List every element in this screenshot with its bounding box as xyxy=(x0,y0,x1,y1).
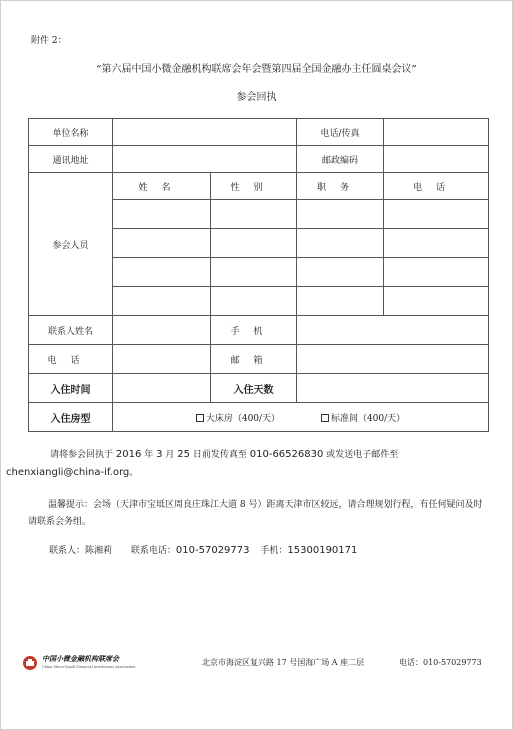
checkbox-icon xyxy=(196,414,204,422)
address-field[interactable] xyxy=(113,146,297,173)
attachment-label: 附件 2： xyxy=(31,36,67,46)
mobile-text-label: 手机： xyxy=(260,546,288,556)
attendee-gender-cell[interactable] xyxy=(211,287,297,316)
attendee-phone-cell[interactable] xyxy=(384,258,489,287)
sentence-end: 。 xyxy=(129,468,139,478)
attendee-name-cell[interactable] xyxy=(113,287,211,316)
checkin-time-field[interactable] xyxy=(113,374,211,403)
attendee-name-cell[interactable] xyxy=(113,229,211,258)
mobile-field[interactable] xyxy=(297,316,489,345)
registration-form xyxy=(28,118,489,432)
room-option-twin-label: 标准间（400/天） xyxy=(330,413,406,424)
email-label: 邮箱 xyxy=(211,345,297,374)
logo-text: 中国小微金融机构联席会 xyxy=(42,654,119,663)
attendee-title-cell[interactable] xyxy=(297,258,384,287)
form-row-address xyxy=(29,146,489,173)
attendee-phone-cell[interactable] xyxy=(384,229,489,258)
attendee-name-cell[interactable] xyxy=(113,258,211,287)
attendee-phone-cell[interactable] xyxy=(384,287,489,316)
room-option-double[interactable] xyxy=(196,414,283,424)
tip-text: 温馨提示：会场（天津市宝坻区周良庄珠江大道 8 号）距离天津市区较远，请合理规划行程，有任何疑问及时请联系会务组。 xyxy=(28,500,483,527)
col-name-header: 姓名 xyxy=(113,173,211,200)
reply-email[interactable]: chenxiangli@china-if.org xyxy=(6,467,130,478)
phone-label: 电话 xyxy=(29,345,113,374)
contact-name-field[interactable] xyxy=(113,316,211,345)
reply-year: 2016 xyxy=(115,449,142,460)
org-name-field[interactable] xyxy=(113,119,297,146)
footer-tel: 电话：010-57029773 xyxy=(399,658,482,667)
checkin-time-label: 入住时间 xyxy=(29,374,113,403)
attendee-title-cell[interactable] xyxy=(297,229,384,258)
footer-address: 北京市海淀区复兴路 17 号国海广场 A 座二层 xyxy=(202,658,365,667)
attendees-label: 参会人员 xyxy=(29,173,113,316)
mobile-label: 手机 xyxy=(211,316,297,345)
room-type-label: 入住房型 xyxy=(29,403,113,432)
reply-instruction xyxy=(6,446,490,482)
year-unit: 年 xyxy=(144,450,154,460)
stay-days-label: 入住天数 xyxy=(211,374,297,403)
contact-name-label: 联系人姓名 xyxy=(29,316,113,345)
association-logo xyxy=(22,654,172,674)
form-row-checkin xyxy=(29,374,489,403)
reply-day: 25 xyxy=(177,449,190,460)
contact-tel-label: 联系电话： xyxy=(130,546,176,556)
form-row-room xyxy=(29,403,489,432)
attendee-title-cell[interactable] xyxy=(297,200,384,229)
stay-days-field[interactable] xyxy=(297,374,489,403)
attendee-gender-cell[interactable] xyxy=(211,258,297,287)
form-row-org xyxy=(29,119,489,146)
email-field[interactable] xyxy=(297,345,489,374)
reply-suffix: 日前发传真至 xyxy=(192,450,247,460)
month-unit: 月 xyxy=(165,450,175,460)
room-option-double-label: 大床房（400/天） xyxy=(205,413,281,424)
room-option-twin[interactable] xyxy=(321,414,405,424)
attendee-name-cell[interactable] xyxy=(113,200,211,229)
attendee-phone-cell[interactable] xyxy=(384,200,489,229)
mobile-number: 15300190171 xyxy=(287,545,358,556)
tel-fax-field[interactable] xyxy=(384,119,489,146)
address-label: 通讯地址 xyxy=(29,146,113,173)
or-email-text: 或发送电子邮件至 xyxy=(326,450,399,460)
tel-fax-label: 电话/传真 xyxy=(297,119,384,146)
fax-number: 010-66526830 xyxy=(249,449,324,460)
reply-month: 3 xyxy=(156,449,163,460)
contact-person: 联系人：陈湘莉 xyxy=(49,546,113,556)
form-row-phone xyxy=(29,345,489,374)
col-title-header: 职务 xyxy=(297,173,384,200)
attendee-gender-cell[interactable] xyxy=(211,229,297,258)
logo-subtext: China Micro-Small Financial Institutions Association xyxy=(42,665,136,669)
room-type-options xyxy=(113,403,489,432)
form-row-contact xyxy=(29,316,489,345)
footer xyxy=(22,654,492,676)
postcode-label: 邮政编码 xyxy=(297,146,384,173)
document-subtitle: 参会回执 xyxy=(236,92,277,103)
postcode-field[interactable] xyxy=(384,146,489,173)
attendee-title-cell[interactable] xyxy=(297,287,384,316)
phone-field[interactable] xyxy=(113,345,211,374)
attendee-gender-cell[interactable] xyxy=(211,200,297,229)
reply-prefix: 请将参会回执于 xyxy=(50,450,114,460)
col-gender-header: 性别 xyxy=(211,173,297,200)
attendee-header-row xyxy=(29,173,489,200)
logo-mark-icon xyxy=(22,655,38,671)
checkbox-icon xyxy=(321,414,329,422)
org-name-label: 单位名称 xyxy=(29,119,113,146)
contact-line xyxy=(49,542,511,560)
col-phone-header: 电话 xyxy=(384,173,489,200)
document-title: “第六届中国小微金融机构联席会年会暨第四届全国金融办主任圆桌会议” xyxy=(96,64,417,75)
contact-tel: 010-57029773 xyxy=(175,545,250,556)
